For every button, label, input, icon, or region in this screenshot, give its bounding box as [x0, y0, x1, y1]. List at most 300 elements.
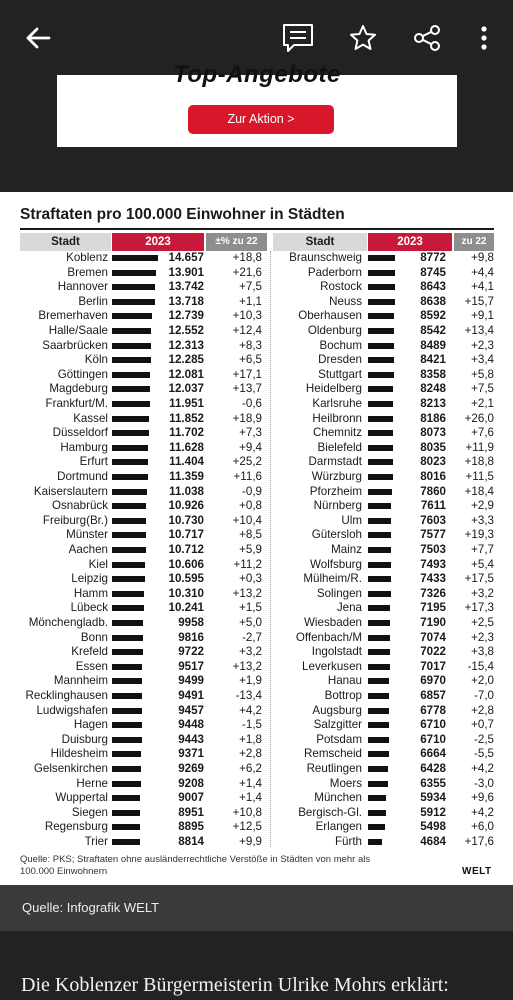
star-icon[interactable]: [346, 20, 380, 56]
city-name: Fürth: [334, 835, 362, 848]
city-name: Potsdam: [316, 732, 362, 746]
value-2023: 8421: [420, 353, 446, 367]
value-bar: [368, 401, 393, 407]
change-percent: +12,5: [232, 820, 262, 834]
value-2023: 13.718: [168, 294, 204, 308]
city-name: Freiburg(Br.): [42, 513, 108, 527]
value-2023: 8638: [420, 294, 446, 308]
value-bar: [368, 357, 394, 363]
city-name: Würzburg: [311, 470, 362, 483]
source-caption: [0, 885, 513, 931]
city-name: Darmstadt: [308, 455, 362, 469]
value-bar: [368, 795, 386, 801]
change-percent: +5,9: [239, 543, 262, 556]
city-name: Wolfsburg: [310, 557, 362, 571]
change-percent: -0,9: [242, 484, 262, 498]
city-name: Offenbach/M: [295, 630, 362, 644]
city-name: Chemnitz: [313, 426, 362, 440]
city-name: Dortmund: [57, 470, 108, 483]
table-row: [0, 295, 513, 310]
value-2023: 10.712: [168, 543, 204, 556]
city-name: Nürnberg: [313, 499, 362, 513]
city-name: Münster: [66, 528, 108, 542]
value-bar: [368, 562, 391, 568]
city-name: Wiesbaden: [303, 616, 362, 629]
value-2023: 11.359: [169, 470, 204, 483]
change-percent: +9,6: [471, 791, 494, 805]
spacer: [0, 931, 513, 956]
table-row: [0, 558, 513, 573]
value-2023: 10.717: [168, 528, 204, 542]
value-2023: 7433: [420, 572, 446, 586]
change-percent: +0,7: [471, 718, 494, 732]
value-2023: 9457: [178, 703, 204, 717]
change-percent: +7,7: [471, 543, 494, 556]
value-bar: [368, 824, 385, 830]
table-row: [0, 747, 513, 762]
city-name: Mülheim/R.: [303, 572, 362, 586]
table-row: [0, 704, 513, 719]
change-percent: +2,5: [471, 616, 494, 629]
value-2023: 12.739: [168, 309, 204, 323]
city-name: Leverkusen: [302, 659, 362, 673]
city-name: Paderborn: [307, 265, 362, 279]
value-bar: [368, 270, 395, 276]
value-bar: [368, 416, 393, 422]
value-2023: 7860: [420, 484, 446, 498]
value-2023: 11.951: [169, 397, 204, 410]
city-name: Solingen: [316, 586, 362, 600]
city-name: Oldenburg: [307, 324, 362, 337]
change-percent: +4,2: [471, 762, 494, 775]
value-2023: 7022: [420, 645, 446, 659]
value-bar: [368, 343, 394, 349]
value-2023: 4684: [420, 835, 446, 848]
value-bar: [368, 547, 391, 553]
value-bar: [368, 503, 391, 509]
change-percent: +6,2: [239, 762, 262, 775]
header-stadt-right: Stadt: [273, 233, 367, 251]
change-percent: +1,4: [239, 791, 262, 805]
change-percent: +5,4: [471, 557, 494, 571]
change-percent: +18,8: [232, 251, 262, 264]
table-row: [0, 382, 513, 397]
value-2023: 7493: [420, 557, 446, 571]
value-2023: 8035: [420, 440, 446, 454]
city-name: Braunschweig: [289, 251, 362, 264]
city-name: Osnabrück: [51, 499, 108, 513]
change-percent: +10,3: [232, 309, 262, 323]
value-2023: 10.241: [168, 601, 204, 615]
table-row: [0, 353, 513, 368]
table-row: [0, 674, 513, 689]
table-row: [0, 455, 513, 470]
city-name: Heilbronn: [312, 411, 362, 425]
value-2023: 8592: [420, 309, 446, 323]
change-percent: +13,2: [232, 659, 262, 673]
value-2023: 8213: [420, 397, 446, 410]
change-percent: +13,2: [232, 586, 262, 600]
change-percent: +10,8: [232, 805, 262, 819]
header-change-left: ±% zu 22: [206, 233, 267, 251]
article-paragraph: Die Koblenzer Bürgermeisterin Ulrike Mohrs erklärt:: [21, 974, 449, 996]
value-bar: [368, 678, 389, 684]
value-2023: 11.702: [169, 426, 204, 440]
change-percent: -7,0: [474, 689, 494, 702]
value-2023: 9007: [178, 791, 204, 805]
value-2023: 13.901: [168, 265, 204, 279]
change-percent: +3,8: [471, 645, 494, 659]
value-2023: 8489: [420, 338, 446, 352]
city-name: Mannheim: [53, 674, 108, 688]
value-bar: [368, 649, 390, 655]
value-2023: 12.081: [168, 367, 204, 381]
change-percent: +18,8: [464, 455, 494, 469]
value-bar: [368, 532, 391, 538]
change-percent: +1,9: [239, 674, 262, 688]
city-name: Halle/Saale: [48, 324, 108, 337]
change-percent: +1,1: [239, 294, 262, 308]
value-2023: 9371: [178, 747, 204, 761]
change-percent: +21,6: [232, 265, 262, 279]
value-2023: 6970: [420, 674, 446, 688]
change-percent: +17,3: [464, 601, 494, 615]
value-bar: [368, 576, 391, 582]
city-name: Bielefeld: [317, 440, 362, 454]
value-2023: 8542: [420, 324, 446, 337]
city-name: Leipzig: [71, 572, 108, 586]
value-2023: 9443: [178, 732, 204, 746]
table-row: [0, 689, 513, 704]
city-name: Koblenz: [66, 251, 108, 264]
table-row: [0, 733, 513, 748]
value-2023: 9958: [178, 616, 204, 629]
change-percent: +2,1: [471, 397, 494, 410]
value-2023: 11.852: [169, 411, 204, 425]
value-bar: [368, 313, 394, 319]
city-name: Neuss: [329, 294, 362, 308]
city-name: Hamm: [73, 586, 108, 600]
city-name: Magdeburg: [49, 382, 108, 396]
value-2023: 9499: [178, 674, 204, 688]
change-percent: +8,5: [239, 528, 262, 542]
city-name: Göttingen: [57, 367, 108, 381]
value-2023: 8358: [420, 367, 446, 381]
change-percent: +9,9: [239, 835, 262, 848]
table-row: [0, 266, 513, 281]
city-name: Gütersloh: [311, 528, 362, 542]
change-percent: +9,8: [471, 251, 494, 264]
city-name: Ludwigshafen: [36, 703, 108, 717]
change-percent: +0,3: [239, 572, 262, 586]
value-bar: [368, 372, 394, 378]
change-percent: +6,5: [239, 353, 262, 367]
value-2023: 8016: [420, 470, 446, 483]
change-percent: +9,4: [239, 440, 262, 454]
change-percent: +9,1: [471, 309, 494, 323]
value-2023: 7577: [420, 528, 446, 542]
value-2023: 8772: [420, 251, 446, 264]
value-2023: 9269: [178, 762, 204, 775]
value-2023: 7503: [420, 543, 446, 556]
change-percent: +18,9: [232, 411, 262, 425]
city-name: Lübeck: [70, 601, 108, 615]
city-name: Gelsenkirchen: [33, 762, 108, 775]
value-bar: [368, 810, 386, 816]
change-percent: +25,2: [232, 455, 262, 469]
value-2023: 6355: [420, 776, 446, 790]
change-percent: +1,5: [239, 601, 262, 615]
header-year-left: 2023: [112, 233, 204, 251]
value-bar: [368, 781, 388, 787]
city-name: Kaiserslautern: [33, 484, 108, 498]
change-percent: +2,8: [239, 747, 262, 761]
change-percent: +3,2: [239, 645, 262, 659]
table-row: [0, 485, 513, 500]
value-2023: 9491: [178, 689, 204, 702]
change-percent: +3,4: [471, 353, 494, 367]
change-percent: +2,3: [471, 630, 494, 644]
change-percent: +5,8: [471, 367, 494, 381]
value-bar: [368, 737, 389, 743]
change-percent: -13,4: [235, 689, 262, 702]
table-row: [0, 820, 513, 835]
value-2023: 13.742: [168, 280, 204, 294]
value-2023: 12.285: [168, 353, 204, 367]
ad-card: [57, 61, 457, 147]
city-name: Karlsruhe: [312, 397, 362, 410]
change-percent: +2,3: [471, 338, 494, 352]
change-percent: +4,1: [471, 280, 494, 294]
chart-title: Straftaten pro 100.000 Einwohner in Städten: [20, 206, 345, 223]
change-percent: +15,7: [464, 294, 494, 308]
city-name: Stuttgart: [318, 367, 362, 381]
change-percent: +13,4: [464, 324, 494, 337]
value-2023: 6710: [420, 732, 446, 746]
change-percent: +2,8: [471, 703, 494, 717]
city-name: Ingolstadt: [311, 645, 362, 659]
change-percent: +11,2: [233, 557, 262, 571]
value-2023: 11.404: [169, 455, 204, 469]
city-name: Moers: [329, 776, 362, 790]
city-name: Bremerhaven: [38, 309, 108, 323]
change-percent: +5,0: [239, 616, 262, 629]
value-bar: [368, 664, 390, 670]
city-name: Herne: [76, 776, 108, 790]
table-row: [0, 601, 513, 616]
value-bar: [368, 591, 391, 597]
value-2023: 12.313: [168, 338, 204, 352]
share-icon[interactable]: [410, 20, 444, 56]
table-row: [0, 762, 513, 777]
change-percent: +19,3: [464, 528, 494, 542]
change-percent: +7,6: [471, 426, 494, 440]
change-percent: -15,4: [467, 659, 494, 673]
back-arrow-icon[interactable]: [22, 20, 54, 56]
change-percent: -0,6: [242, 397, 262, 410]
value-2023: 10.926: [168, 499, 204, 513]
value-bar: [368, 518, 391, 524]
city-name: Augsburg: [312, 703, 362, 717]
change-percent: +0,8: [239, 499, 262, 513]
table-row: [0, 426, 513, 441]
table-row: [0, 324, 513, 339]
value-2023: 8023: [420, 455, 446, 469]
city-name: Köln: [84, 353, 108, 367]
table-row: [0, 412, 513, 427]
value-2023: 6710: [420, 718, 446, 732]
table-row: [0, 718, 513, 733]
city-name: Hagen: [73, 718, 108, 732]
city-name: Salzgitter: [313, 718, 362, 732]
city-name: Erlangen: [315, 820, 362, 834]
value-bar: [368, 430, 393, 436]
city-name: Dresden: [318, 353, 362, 367]
value-2023: 8745: [420, 265, 446, 279]
change-percent: -2,5: [474, 732, 494, 746]
value-bar: [368, 751, 389, 757]
more-vertical-icon[interactable]: [474, 20, 494, 56]
value-2023: 11.628: [169, 440, 204, 454]
city-name: Bonn: [80, 630, 108, 644]
value-2023: 10.595: [168, 572, 204, 586]
city-name: Krefeld: [71, 645, 108, 659]
value-2023: 9208: [178, 776, 204, 790]
table-row: [0, 251, 513, 266]
title-rule: [20, 228, 494, 230]
value-bar: [368, 839, 382, 845]
city-name: Hanau: [327, 674, 362, 688]
header-change-right: zu 22: [454, 233, 494, 251]
table-row: [0, 441, 513, 456]
city-name: Frankfurt/M.: [45, 397, 108, 410]
table-row: [0, 397, 513, 412]
change-percent: +17,5: [464, 572, 494, 586]
change-percent: +7,3: [239, 426, 262, 440]
change-percent: +11,6: [233, 470, 262, 483]
table-row: [0, 587, 513, 602]
change-percent: +18,4: [464, 484, 494, 498]
city-name: Reutlingen: [306, 762, 362, 775]
table-row: [0, 835, 513, 850]
article-body: [0, 956, 513, 1000]
value-2023: 7074: [420, 630, 446, 644]
city-name: Hildesheim: [50, 747, 108, 761]
value-2023: 8186: [420, 411, 446, 425]
value-bar: [368, 766, 388, 772]
city-name: Remscheid: [304, 747, 362, 761]
city-name: Pforzheim: [309, 484, 362, 498]
change-percent: +1,4: [239, 776, 262, 790]
city-name: Bottrop: [324, 689, 362, 702]
table-row: [0, 499, 513, 514]
city-name: Kiel: [88, 557, 108, 571]
value-2023: 8073: [420, 426, 446, 440]
change-percent: -2,7: [242, 630, 262, 644]
value-bar: [368, 284, 395, 290]
change-percent: +8,3: [239, 338, 262, 352]
city-name: Berlin: [78, 294, 108, 308]
change-percent: +1,8: [239, 732, 262, 746]
header-stadt-left: Stadt: [20, 233, 111, 251]
welt-logo: WELT: [462, 866, 492, 877]
change-percent: +4,2: [239, 703, 262, 717]
value-2023: 9448: [178, 718, 204, 732]
value-2023: 6857: [420, 689, 446, 702]
value-bar: [368, 386, 393, 392]
change-percent: -5,5: [474, 747, 494, 761]
table-row: [0, 806, 513, 821]
value-2023: 14.657: [168, 251, 204, 264]
table-row: [0, 470, 513, 485]
city-name: Recklinghausen: [25, 689, 108, 702]
value-bar: [368, 722, 389, 728]
city-name: Bochum: [319, 338, 362, 352]
table-row: [0, 514, 513, 529]
change-percent: +13,7: [232, 382, 262, 396]
table-row: [0, 368, 513, 383]
value-2023: 8895: [178, 820, 204, 834]
value-bar: [368, 474, 393, 480]
ad-cta-button[interactable]: Zur Aktion >: [188, 105, 334, 134]
change-percent: +3,3: [471, 513, 494, 527]
value-2023: 11.038: [169, 484, 204, 498]
table-row: [0, 528, 513, 543]
city-name: Ulm: [341, 513, 362, 527]
value-bar: [368, 605, 390, 611]
change-percent: +11,9: [465, 440, 494, 454]
value-2023: 6778: [420, 703, 446, 717]
header-year-right: 2023: [368, 233, 452, 251]
table-row: [0, 616, 513, 631]
city-name: Rostock: [320, 280, 362, 294]
comment-icon[interactable]: [280, 20, 316, 56]
city-name: Wuppertal: [55, 791, 108, 805]
value-bar: [368, 328, 394, 334]
change-percent: +3,2: [471, 586, 494, 600]
change-percent: +7,5: [471, 382, 494, 396]
city-name: Trier: [84, 835, 108, 848]
city-name: Duisburg: [61, 732, 108, 746]
change-percent: +7,5: [239, 280, 262, 294]
value-2023: 7326: [420, 586, 446, 600]
city-name: Düsseldorf: [52, 426, 108, 440]
change-percent: -1,5: [242, 718, 262, 732]
source-caption-text: Quelle: Infografik WELT: [22, 900, 160, 915]
table-row: [0, 777, 513, 792]
table-row: [0, 309, 513, 324]
value-2023: 7195: [420, 601, 446, 615]
value-2023: 7190: [420, 616, 446, 629]
change-percent: +17,1: [232, 367, 262, 381]
city-name: Heidelberg: [305, 382, 362, 396]
city-name: Bergisch-Gl.: [298, 805, 362, 819]
city-name: Erfurt: [79, 455, 108, 469]
value-2023: 5498: [420, 820, 446, 834]
value-bar: [368, 693, 389, 699]
value-bar: [368, 635, 390, 641]
city-name: Regensburg: [44, 820, 108, 834]
value-2023: 5934: [420, 791, 446, 805]
change-percent: +10,4: [232, 513, 262, 527]
value-2023: 9722: [178, 645, 204, 659]
city-name: Siegen: [71, 805, 108, 819]
value-bar: [368, 708, 389, 714]
change-percent: +4,2: [471, 805, 494, 819]
change-percent: +2,0: [471, 674, 494, 688]
city-name: Mainz: [331, 543, 362, 556]
value-2023: 8951: [178, 805, 204, 819]
